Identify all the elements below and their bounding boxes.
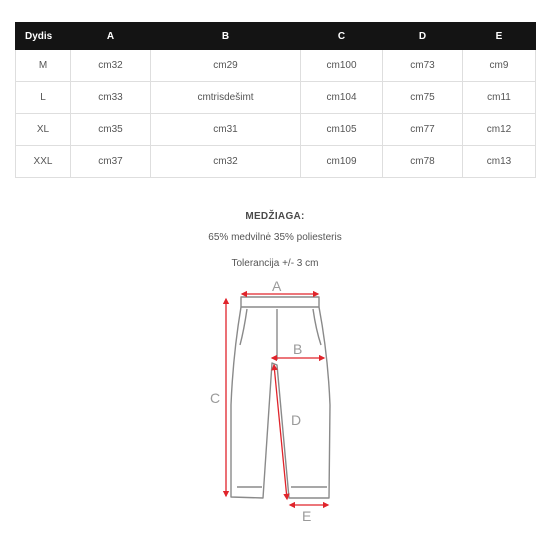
material-composition: 65% medvilnė 35% poliesteris: [208, 232, 342, 243]
table-cell: cm77: [383, 114, 463, 146]
table-cell: cm105: [301, 114, 383, 146]
table-cell: M: [16, 50, 71, 82]
table-cell: cmtrisdešimt: [151, 82, 301, 114]
table-cell: cm104: [301, 82, 383, 114]
table-cell: cm29: [151, 50, 301, 82]
table-header-row: [16, 23, 536, 50]
dimension-label-d: D: [291, 412, 302, 428]
column-header-e: E: [463, 23, 536, 50]
table-row: [16, 50, 536, 82]
table-cell: cm31: [151, 114, 301, 146]
table-cell: cm12: [463, 114, 536, 146]
column-header-size: Dydis: [16, 23, 71, 50]
column-header-d: D: [383, 23, 463, 50]
table-cell: XXL: [16, 146, 71, 178]
dimension-label-a: A: [272, 278, 282, 294]
table-cell: cm100: [301, 50, 383, 82]
table-cell: cm13: [463, 146, 536, 178]
table-row: [16, 146, 536, 178]
tolerance-note: Tolerancija +/- 3 cm: [231, 258, 319, 269]
table-cell: cm73: [383, 50, 463, 82]
table-cell: cm109: [301, 146, 383, 178]
table-cell: cm37: [71, 146, 151, 178]
pants-measurement-diagram: [200, 275, 350, 525]
table-cell: cm9: [463, 50, 536, 82]
table-cell: XL: [16, 114, 71, 146]
material-heading: MEDŽIAGA:: [245, 211, 305, 222]
column-header-a: A: [71, 23, 151, 50]
pants-outline: [231, 297, 330, 498]
table-cell: cm33: [71, 82, 151, 114]
table-cell: cm78: [383, 146, 463, 178]
table-cell: cm11: [463, 82, 536, 114]
column-header-c: C: [301, 23, 383, 50]
size-table: [15, 22, 536, 178]
table-cell: L: [16, 82, 71, 114]
table-cell: cm35: [71, 114, 151, 146]
table-cell: cm32: [71, 50, 151, 82]
dimension-label-c: C: [210, 390, 221, 406]
table-row: [16, 82, 536, 114]
table-cell: cm32: [151, 146, 301, 178]
table-cell: cm75: [383, 82, 463, 114]
column-header-b: B: [151, 23, 301, 50]
table-row: [16, 114, 536, 146]
dimension-label-e: E: [302, 508, 312, 524]
dimension-label-b: B: [293, 341, 303, 357]
dimension-arrow-d: [274, 365, 287, 499]
